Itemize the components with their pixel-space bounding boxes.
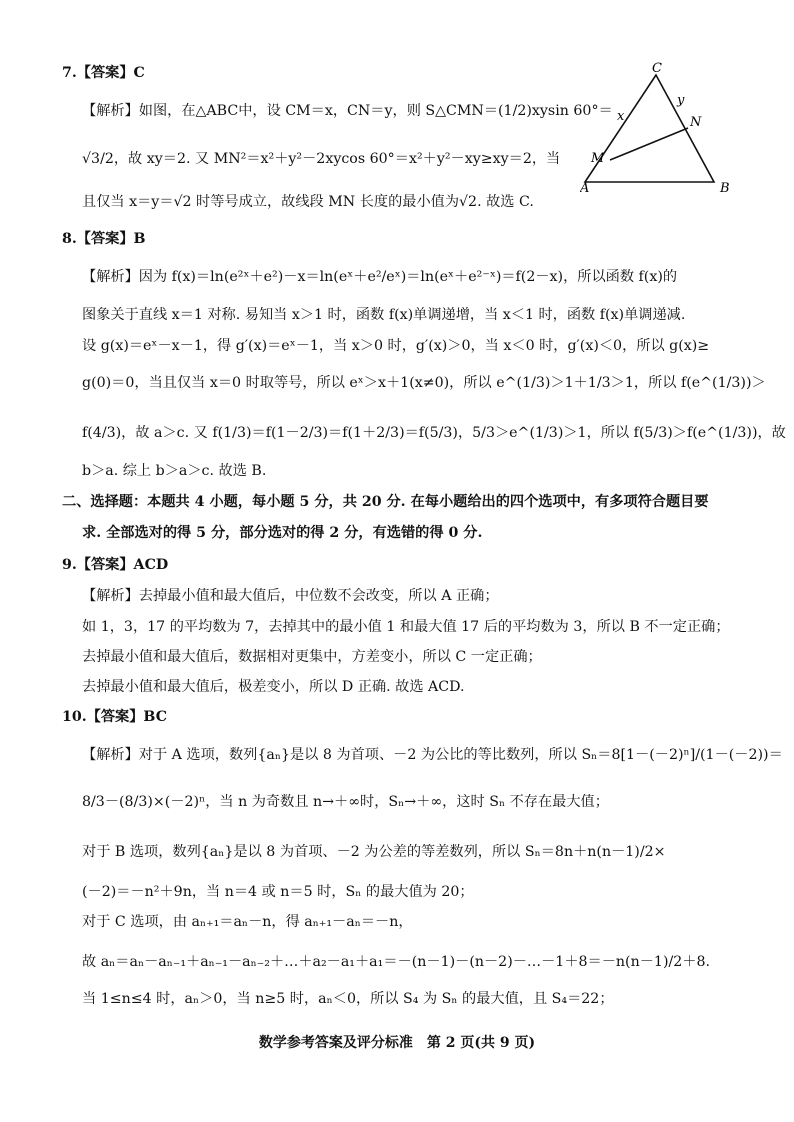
question-7-answer: 7.【答案】C: [62, 65, 145, 81]
vertex-label-b: B: [720, 181, 730, 196]
question-8-explanation-line-6: b＞a. 综上 b＞a＞c. 故选 B.: [82, 463, 267, 479]
vertex-label-c: C: [652, 61, 662, 76]
question-7-explanation-line-2: √3/2，故 xy＝2. 又 MN²＝x²＋y²－2xycos 60°＝x²＋y²－xy≥xy＝2，当: [82, 151, 561, 167]
point-label-n: N: [690, 115, 702, 130]
question-10-explanation-line-3: 对于 B 选项，数列{aₙ}是以 8 为首项、－2 为公差的等差数列，所以 Sₙ＝8n＋n(n－1)/2×: [82, 844, 666, 860]
question-9-answer: 9.【答案】ACD: [62, 557, 169, 573]
question-10-answer: 10.【答案】BC: [62, 709, 167, 725]
question-10-explanation-line-7: 当 1≤n≤4 时，aₙ＞0，当 n≥5 时，aₙ＜0，所以 S₄ 为 Sₙ 的最大值，且 S₄＝22；: [82, 991, 614, 1007]
question-8-explanation-line-3: 设 g(x)＝eˣ－x－1，得 g′(x)＝eˣ－1，当 x＞0 时，g′(x)＞0，当 x＜0 时，g′(x)＜0，所以 g(x)≥: [82, 338, 710, 354]
point-label-m: M: [591, 151, 605, 166]
page-footer: 数学参考答案及评分标准 第 2 页(共 9 页): [258, 1035, 536, 1051]
side-label-y: y: [677, 93, 685, 108]
question-9-explanation-line-2: 如 1，3，17 的平均数为 7，去掉其中的最小值 1 和最大值 17 后的平均数为 3，所以 B 不一定正确；: [82, 619, 730, 635]
question-7-explanation-line-1: 【解析】如图，在△ABC中，设 CM＝x，CN＝y，则 S△CMN＝(1/2)xysin 60°＝: [82, 103, 613, 119]
question-10-explanation-line-4: (－2)＝－n²＋9n，当 n＝4 或 n＝5 时，Sₙ 的最大值为 20；: [82, 884, 474, 900]
question-10-explanation-line-6: 故 aₙ＝aₙ－aₙ₋₁＋aₙ₋₁－aₙ₋₂＋…＋a₂－a₁＋a₁＝－(n－1)－(n－2)－…－1＋8＝－n(n－1)/2＋8.: [82, 954, 711, 970]
question-8-explanation-line-2: 图象关于直线 x＝1 对称. 易知当 x＞1 时，函数 f(x)单调递增，当 x＜1 时，函数 f(x)单调递减.: [82, 307, 686, 323]
question-10-explanation-line-5: 对于 C 选项，由 aₙ₊₁＝aₙ－n，得 aₙ₊₁－aₙ＝－n，: [82, 914, 413, 930]
section-2-heading-line-2: 求. 全部选对的得 5 分，部分选对的得 2 分，有选错的得 0 分.: [82, 525, 483, 541]
question-8-explanation-line-5: f(4/3)，故 a＞c. 又 f(1/3)＝f(1－2/3)＝f(1＋2/3)＝f(5/3)，5/3＞e^(1/3)＞1，所以 f(5/3)＞f(e^(1/3))，故: [82, 425, 786, 441]
question-9-explanation-line-3: 去掉最小值和最大值后，数据相对更集中，方差变小，所以 C 一定正确；: [82, 649, 542, 665]
segment-mn: [610, 128, 688, 160]
question-7-explanation-line-3: 且仅当 x＝y＝√2 时等号成立，故线段 MN 长度的最小值为√2. 故选 C.: [82, 194, 534, 210]
question-9-explanation-line-1: 【解析】去掉最小值和最大值后，中位数不会改变，所以 A 正确；: [82, 588, 499, 604]
question-8-explanation-line-4: g(0)＝0，当且仅当 x＝0 时取等号，所以 eˣ＞x＋1(x≠0)，所以 e^(1/3)＞1＋1/3＞1，所以 f(e^(1/3))＞: [82, 375, 766, 391]
triangle-abc-figure: [580, 58, 750, 198]
question-8-explanation-line-1: 【解析】因为 f(x)＝ln(e²ˣ＋e²)－x＝ln(eˣ＋e²/eˣ)＝ln(eˣ＋e²⁻ˣ)＝f(2－x)，所以函数 f(x)的: [82, 269, 678, 285]
question-10-explanation-line-1: 【解析】对于 A 选项，数列{aₙ}是以 8 为首项、－2 为公比的等比数列，所以 Sₙ＝8[1－(－2)ⁿ]/(1－(－2))＝: [82, 747, 783, 763]
vertex-label-a: A: [580, 181, 590, 196]
side-label-x: x: [617, 109, 625, 124]
question-9-explanation-line-4: 去掉最小值和最大值后，极差变小，所以 D 正确. 故选 ACD.: [82, 679, 465, 695]
question-8-answer: 8.【答案】B: [62, 231, 146, 247]
question-10-explanation-line-2: 8/3－(8/3)×(－2)ⁿ，当 n 为奇数且 n→＋∞时，Sₙ→＋∞，这时 Sₙ 不存在最大值；: [82, 794, 609, 810]
section-2-heading-line-1: 二、选择题：本题共 4 小题，每小题 5 分，共 20 分. 在每小题给出的四个选项中，有多项符合题目要: [62, 494, 709, 510]
